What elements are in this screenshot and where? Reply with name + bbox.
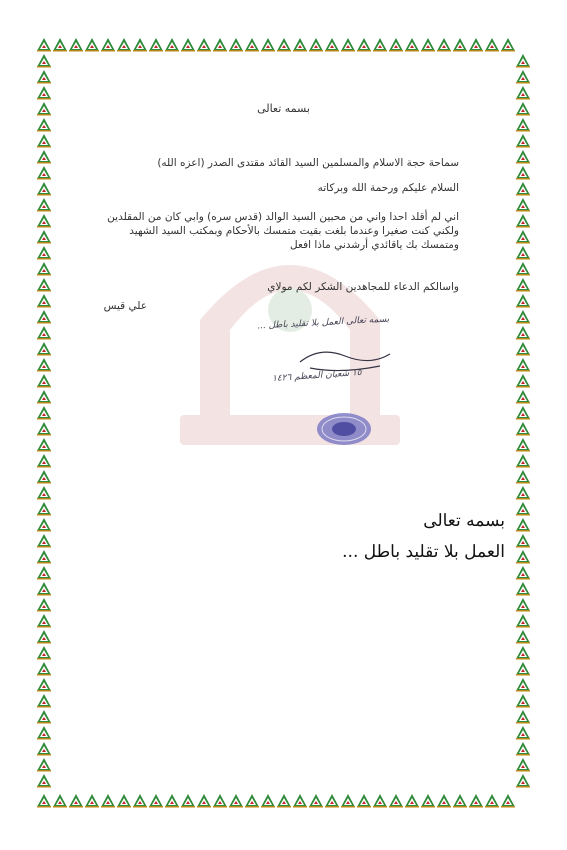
letter-body-line: اني لم أقلد احدا واني من محبين السيد الوالد (قدس سره) وابي كان من المقلدين <box>107 211 459 223</box>
border-ornament <box>37 658 51 660</box>
border-ornament <box>309 806 323 808</box>
border-ornament <box>37 770 51 772</box>
border-ornament <box>421 50 435 52</box>
decorative-border-bottom <box>36 792 531 808</box>
border-ornament <box>37 178 51 180</box>
border-ornament <box>516 178 530 180</box>
border-ornament <box>516 770 530 772</box>
border-ornament <box>37 98 51 100</box>
border-ornament <box>181 806 195 808</box>
border-ornament <box>37 226 51 228</box>
border-ornament <box>485 806 499 808</box>
border-ornament <box>37 66 51 68</box>
border-ornament <box>516 386 530 388</box>
border-ornament <box>516 210 530 212</box>
border-ornament <box>37 642 51 644</box>
border-ornament <box>405 806 419 808</box>
border-ornament <box>501 806 515 808</box>
border-ornament <box>229 50 243 52</box>
border-ornament <box>516 498 530 500</box>
border-ornament <box>245 50 259 52</box>
border-ornament <box>37 530 51 532</box>
border-ornament <box>37 290 51 292</box>
letter-bismillah: بسمه تعالى <box>257 102 310 115</box>
border-ornament <box>37 690 51 692</box>
border-ornament <box>373 50 387 52</box>
border-ornament <box>37 210 51 212</box>
border-ornament <box>516 514 530 516</box>
border-ornament <box>516 434 530 436</box>
letter-signer: علي قيس <box>103 300 147 312</box>
border-ornament <box>37 370 51 372</box>
border-ornament <box>229 806 243 808</box>
border-ornament <box>37 610 51 612</box>
border-ornament <box>101 50 115 52</box>
border-ornament <box>516 226 530 228</box>
border-ornament <box>37 338 51 340</box>
border-ornament <box>37 466 51 468</box>
border-ornament <box>469 50 483 52</box>
border-ornament <box>516 466 530 468</box>
border-ornament <box>453 50 467 52</box>
border-ornament <box>181 50 195 52</box>
border-ornament <box>69 50 83 52</box>
border-ornament <box>37 626 51 628</box>
border-ornament <box>69 806 83 808</box>
border-ornament <box>37 514 51 516</box>
border-ornament <box>37 578 51 580</box>
border-ornament <box>37 786 51 788</box>
border-ornament <box>485 50 499 52</box>
border-ornament <box>341 806 355 808</box>
border-ornament <box>516 642 530 644</box>
border-ornament <box>213 50 227 52</box>
border-ornament <box>516 594 530 596</box>
signature-date: ١٥ شعبان المعظم ١٤٢٦ <box>272 367 363 385</box>
border-ornament <box>516 146 530 148</box>
border-ornament <box>309 50 323 52</box>
decorative-border-left <box>36 52 52 792</box>
border-ornament <box>165 806 179 808</box>
border-ornament <box>357 806 371 808</box>
border-ornament <box>85 50 99 52</box>
border-ornament <box>421 806 435 808</box>
border-ornament <box>453 806 467 808</box>
border-ornament <box>261 806 275 808</box>
border-ornament <box>261 50 275 52</box>
border-ornament <box>516 690 530 692</box>
border-ornament <box>37 562 51 564</box>
border-ornament <box>516 82 530 84</box>
border-ornament <box>37 162 51 164</box>
border-ornament <box>516 66 530 68</box>
border-ornament <box>133 806 147 808</box>
border-ornament <box>516 626 530 628</box>
border-ornament <box>516 706 530 708</box>
border-ornament <box>516 674 530 676</box>
decorative-border-right <box>515 52 531 792</box>
letter-greeting: السلام عليكم ورحمة الله وبركاته <box>317 182 459 194</box>
border-ornament <box>37 146 51 148</box>
border-ornament <box>37 498 51 500</box>
border-ornament <box>37 706 51 708</box>
transcription-line-2: العمل بلا تقليد باطل ... <box>342 542 505 562</box>
border-ornament <box>437 50 451 52</box>
border-ornament <box>197 50 211 52</box>
border-ornament <box>277 806 291 808</box>
border-ornament <box>357 50 371 52</box>
border-ornament <box>516 658 530 660</box>
border-ornament <box>516 306 530 308</box>
border-ornament <box>85 806 99 808</box>
border-ornament <box>37 546 51 548</box>
border-ornament <box>37 274 51 276</box>
border-ornament <box>37 482 51 484</box>
transcription-line-1: بسمه تعالى <box>423 511 505 531</box>
border-ornament <box>37 434 51 436</box>
border-ornament <box>516 786 530 788</box>
border-ornament <box>516 530 530 532</box>
border-ornament <box>516 402 530 404</box>
letter-body-line: ولكني كنت صغيرا وعندما بلغت بقيت متمسك بالأحكام وبمكتب السيد الشهيد <box>129 225 459 237</box>
border-ornament <box>37 806 51 808</box>
border-ornament <box>516 242 530 244</box>
border-ornament <box>516 338 530 340</box>
border-ornament <box>53 806 67 808</box>
border-ornament <box>37 242 51 244</box>
border-ornament <box>37 354 51 356</box>
border-ornament <box>37 194 51 196</box>
border-ornament <box>516 546 530 548</box>
border-ornament <box>341 50 355 52</box>
border-ornament <box>516 370 530 372</box>
border-ornament <box>213 806 227 808</box>
border-ornament <box>469 806 483 808</box>
border-ornament <box>516 322 530 324</box>
border-ornament <box>516 610 530 612</box>
border-ornament <box>37 386 51 388</box>
border-ornament <box>37 754 51 756</box>
handwritten-reply-note: بسمه تعالى العمل بلا تقليد باطل ... <box>256 314 390 332</box>
border-ornament <box>37 594 51 596</box>
border-ornament <box>516 290 530 292</box>
border-ornament <box>37 322 51 324</box>
border-ornament <box>165 50 179 52</box>
border-ornament <box>516 354 530 356</box>
border-ornament <box>437 806 451 808</box>
border-ornament <box>516 722 530 724</box>
letter-closing: واسالكم الدعاء للمجاهدين الشكر لكم مولاي <box>267 281 459 293</box>
border-ornament <box>501 50 515 52</box>
decorative-border-top <box>36 36 531 52</box>
border-ornament <box>516 98 530 100</box>
border-ornament <box>37 258 51 260</box>
border-ornament <box>37 738 51 740</box>
border-ornament <box>37 674 51 676</box>
border-ornament <box>389 806 403 808</box>
letter-addressee: سماحة حجة الاسلام والمسلمين السيد القائد مقتدى الصدر (اعزه الله) <box>157 157 459 169</box>
border-ornament <box>516 562 530 564</box>
border-ornament <box>37 722 51 724</box>
border-ornament <box>516 482 530 484</box>
border-ornament <box>37 130 51 132</box>
letter-body <box>99 210 459 252</box>
border-ornament <box>325 806 339 808</box>
border-ornament <box>245 806 259 808</box>
border-ornament <box>516 162 530 164</box>
border-ornament <box>516 418 530 420</box>
border-ornament <box>277 50 291 52</box>
border-ornament <box>197 806 211 808</box>
border-ornament <box>325 50 339 52</box>
border-ornament <box>516 754 530 756</box>
border-ornament <box>389 50 403 52</box>
letter-body-line: ومتمسك بك ياقائدي أرشدني ماذا افعل <box>290 239 459 251</box>
border-ornament <box>516 450 530 452</box>
border-ornament <box>516 130 530 132</box>
border-ornament <box>516 274 530 276</box>
border-ornament <box>37 306 51 308</box>
border-ornament <box>373 806 387 808</box>
border-ornament <box>516 194 530 196</box>
office-seal-stamp <box>316 412 372 446</box>
border-ornament <box>37 418 51 420</box>
border-ornament <box>101 806 115 808</box>
border-ornament <box>516 578 530 580</box>
border-ornament <box>37 82 51 84</box>
border-ornament <box>516 738 530 740</box>
border-ornament <box>149 50 163 52</box>
border-ornament <box>53 50 67 52</box>
border-ornament <box>293 806 307 808</box>
border-ornament <box>405 50 419 52</box>
border-ornament <box>516 258 530 260</box>
border-ornament <box>117 50 131 52</box>
border-ornament <box>37 402 51 404</box>
border-ornament <box>37 450 51 452</box>
border-ornament <box>133 50 147 52</box>
border-ornament <box>117 806 131 808</box>
border-ornament <box>149 806 163 808</box>
border-ornament <box>293 50 307 52</box>
